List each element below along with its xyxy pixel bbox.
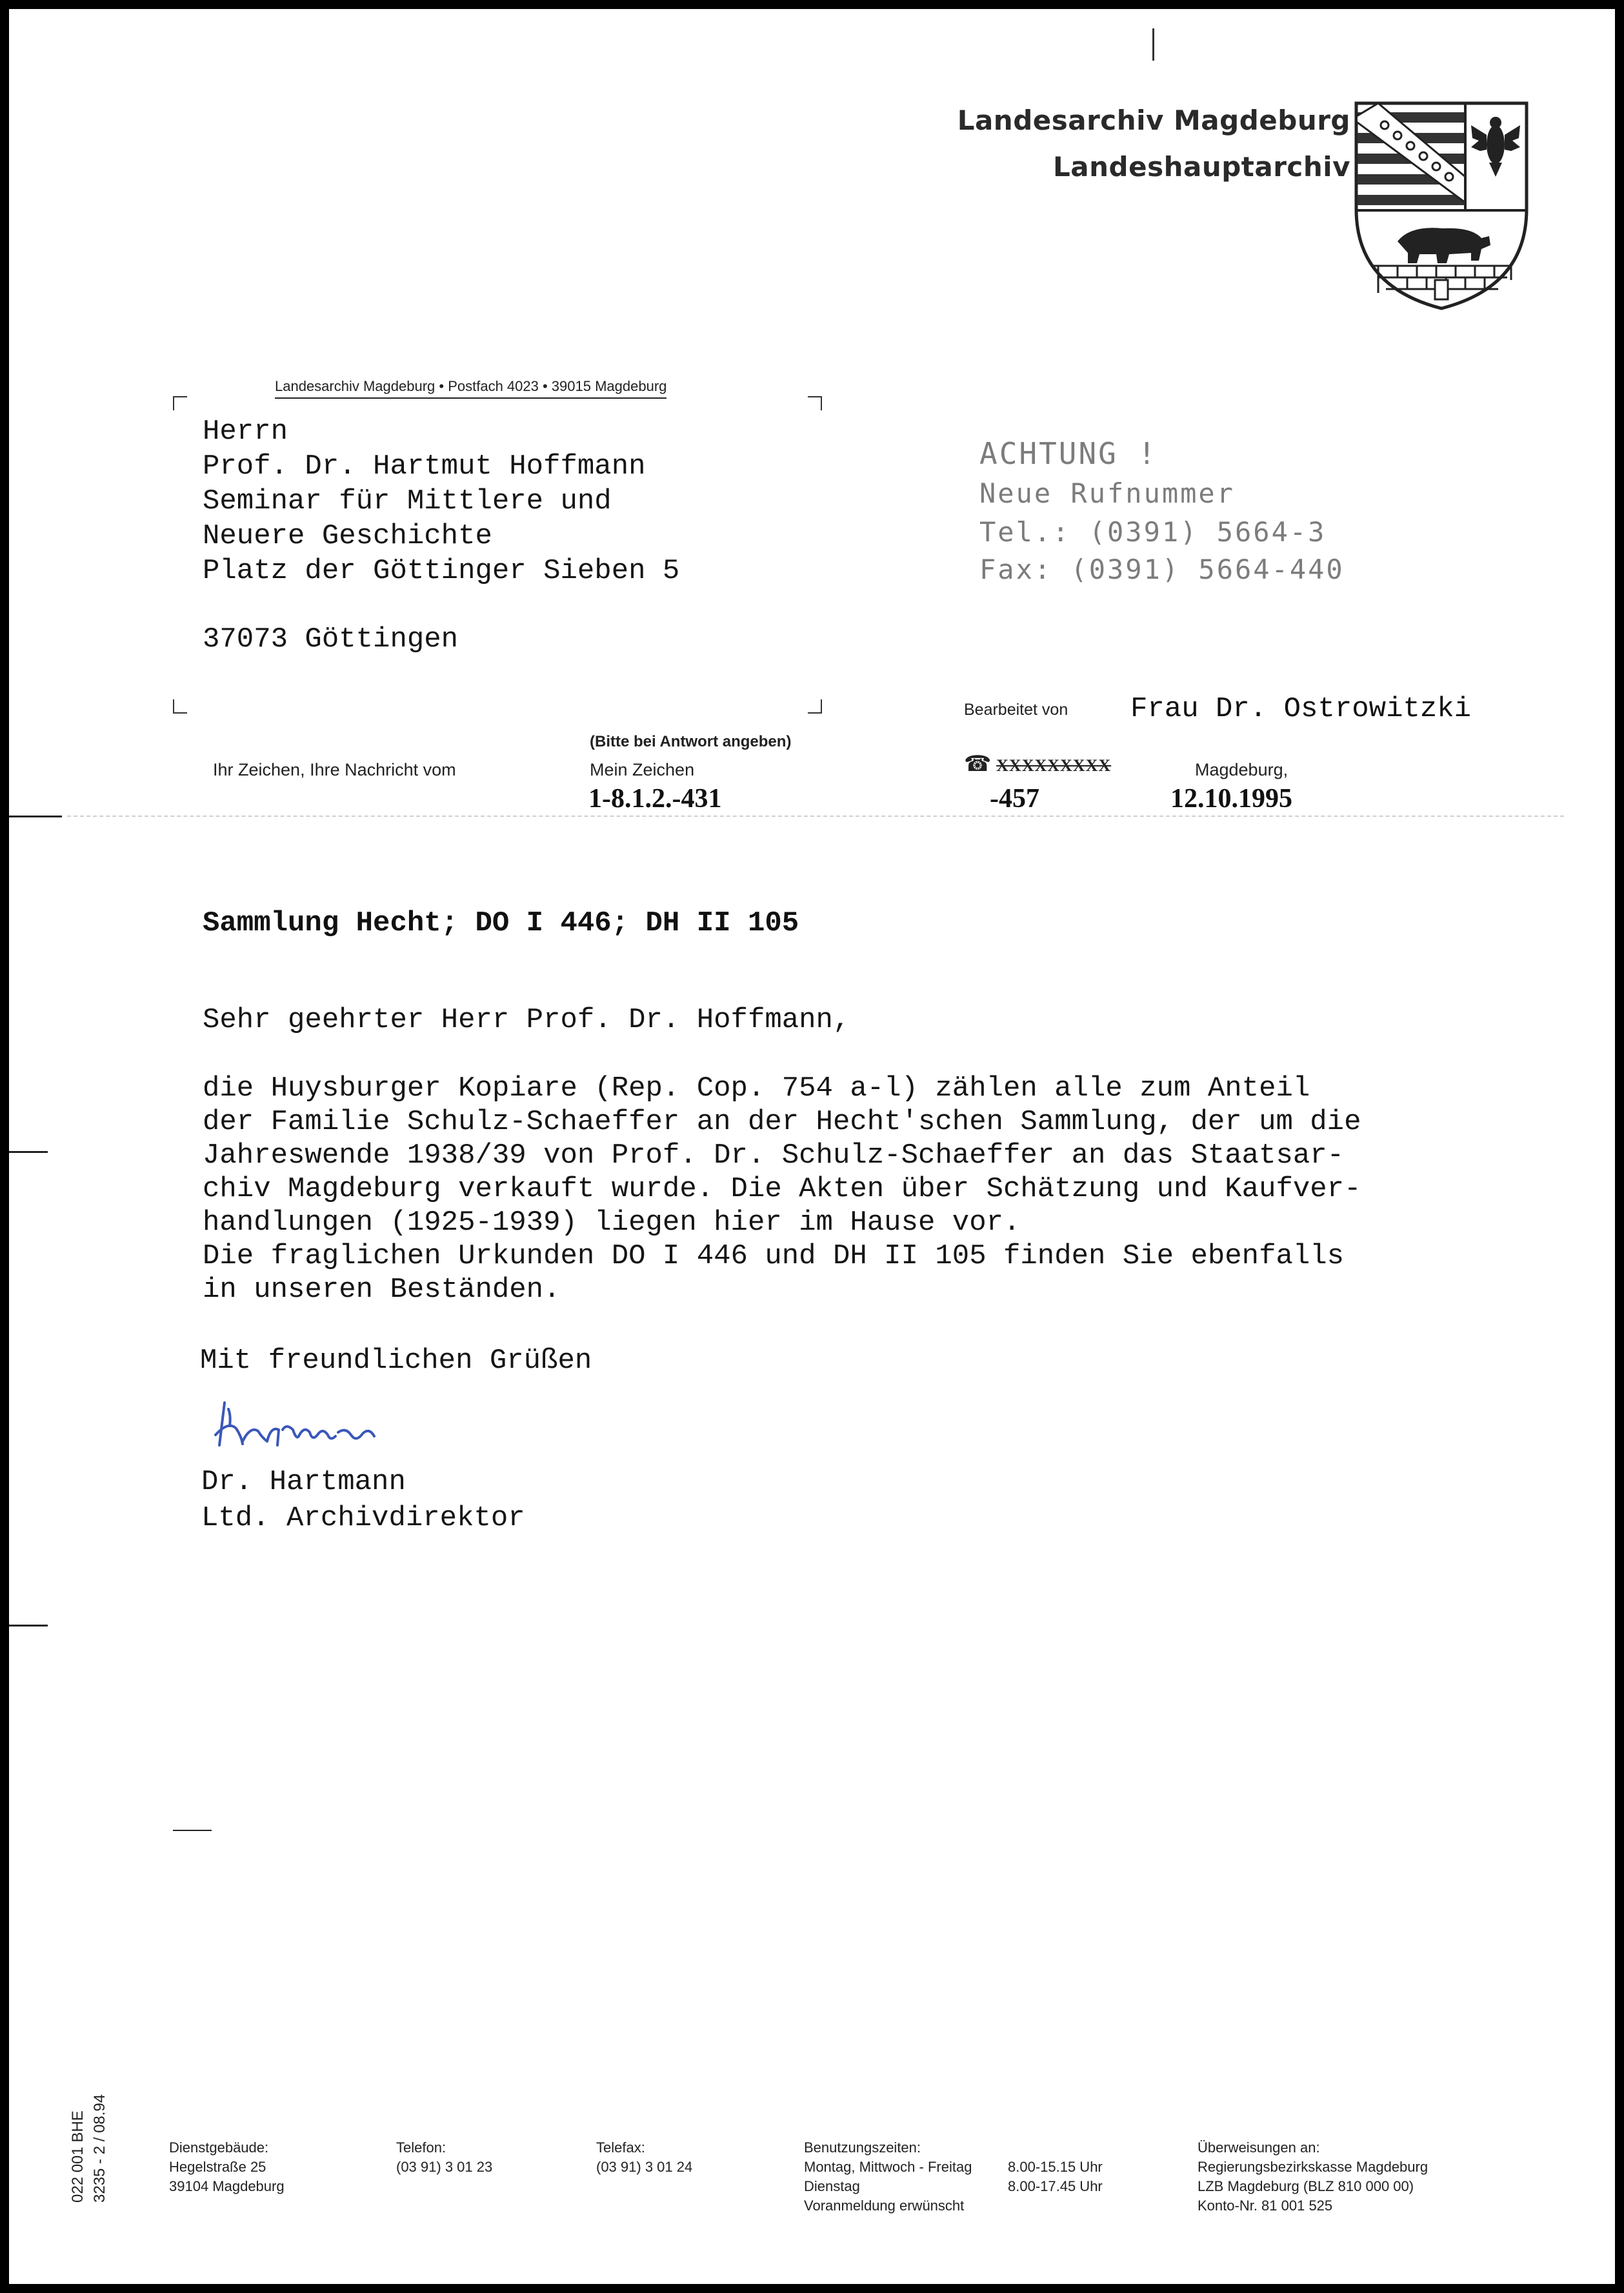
form-code-line: 3235 - 2 / 08.94	[91, 2094, 108, 2203]
body-line: Die fraglichen Urkunden DO I 446 und DH II 105 finden Sie ebenfalls	[203, 1240, 1345, 1272]
mark-left	[173, 1830, 212, 1831]
closing: Mit freundlichen Grüßen	[200, 1345, 592, 1377]
footer-hours-day: Montag, Mittwoch - Freitag	[804, 2159, 972, 2175]
old-phone-struck: XXXXXXXXX	[996, 756, 1112, 775]
footer-fax-number: (03 91) 3 01 24	[596, 2159, 693, 2175]
stamp-phone: Tel.: (0391) 5664-3	[979, 516, 1327, 548]
hole-mark-left	[9, 1151, 48, 1153]
salutation: Sehr geehrter Herr Prof. Dr. Hoffmann,	[203, 1004, 850, 1036]
signer-title: Ltd. Archivdirektor	[201, 1502, 525, 1534]
recipient-line: Herrn	[203, 416, 288, 448]
body-line: in unseren Beständen.	[203, 1274, 561, 1306]
footer-hours-label: Benutzungszeiten:	[804, 2139, 921, 2156]
letter-subject: Sammlung Hecht; DO I 446; DH II 105	[203, 907, 799, 939]
processed-by-label: Bearbeitet von	[964, 701, 1068, 719]
footer-address	[169, 2138, 285, 2196]
recipient-line: Neuere Geschichte	[203, 520, 492, 552]
window-corner-top-right	[808, 396, 822, 410]
saxony-anhalt-coat-of-arms-icon	[1352, 99, 1530, 312]
fold-mark-left	[9, 1625, 48, 1627]
recipient-line: Prof. Dr. Hartmut Hoffmann	[203, 450, 646, 483]
signer-name: Dr. Hartmann	[201, 1466, 406, 1498]
footer-fax-label: Telefax:	[596, 2139, 645, 2156]
footer-bank-line: Regierungsbezirkskasse Magdeburg	[1198, 2159, 1429, 2175]
footer-bank-line: LZB Magdeburg (BLZ 810 000 00)	[1198, 2178, 1414, 2194]
org-name: Landesarchiv Magdeburg	[957, 105, 1350, 136]
stamp-line: Neue Rufnummer	[979, 477, 1236, 509]
reply-note: (Bitte bei Antwort angeben)	[590, 733, 792, 750]
telephone-icon: ☎	[964, 752, 992, 776]
footer-hours-time: 8.00-17.45 Uhr	[1008, 2178, 1103, 2194]
body-line: die Huysburger Kopiare (Rep. Cop. 754 a-l) zählen alle zum Anteil	[203, 1072, 1310, 1105]
body-line: handlungen (1925-1939) liegen hier im Hause vor.	[203, 1207, 1021, 1239]
footer-phone	[396, 2138, 492, 2177]
recipient-city: 37073 Göttingen	[203, 623, 459, 656]
stamp-fax: Fax: (0391) 5664-440	[979, 554, 1345, 585]
form-code	[67, 2094, 111, 2203]
body-line: der Familie Schulz-Schaeffer an der Hecht'schen Sammlung, der um die	[203, 1106, 1361, 1138]
my-reference-value: 1-8.1.2.-431	[588, 784, 722, 814]
window-corner-bottom-right	[808, 699, 822, 714]
footer-phone-label: Telefon:	[396, 2139, 446, 2156]
footer-bank-line: Konto-Nr. 81 001 525	[1198, 2198, 1333, 2214]
footer-phone-number: (03 91) 3 01 23	[396, 2159, 493, 2175]
footer-fax	[596, 2138, 692, 2177]
footer-hours-time: 8.00-15.15 Uhr	[1008, 2159, 1103, 2175]
footer-address-street: Hegelstraße 25	[169, 2159, 266, 2175]
handwritten-signature	[203, 1390, 396, 1454]
my-reference-label: Mein Zeichen	[590, 760, 695, 779]
recipient-line: Seminar für Mittlere und	[203, 485, 612, 517]
fold-mark	[1152, 28, 1154, 61]
window-corner-bottom-left	[173, 699, 187, 714]
footer-hours	[804, 2138, 1103, 2216]
footer-hours-day: Dienstag	[804, 2178, 860, 2194]
stamp-heading: ACHTUNG !	[979, 436, 1158, 471]
scan-dashed-line	[67, 816, 1564, 817]
body-line: Jahreswende 1938/39 von Prof. Dr. Schulz-Schaeffer an das Staatsar-	[203, 1139, 1345, 1172]
footer-hours-note: Voranmeldung erwünscht	[804, 2198, 965, 2214]
sender-return-address: Landesarchiv Magdeburg • Postfach 4023 • 39015 Magdeburg	[275, 378, 667, 399]
your-reference-label: Ihr Zeichen, Ihre Nachricht vom	[213, 760, 456, 779]
fold-mark-left	[9, 816, 62, 817]
footer-bank-label: Überweisungen an:	[1198, 2139, 1320, 2156]
footer-bank	[1198, 2138, 1428, 2216]
recipient-line: Platz der Göttinger Sieben 5	[203, 555, 680, 587]
org-subname: Landeshauptarchiv	[1053, 151, 1350, 183]
letter-date: 12.10.1995	[1170, 784, 1292, 814]
footer-address-city: 39104 Magdeburg	[169, 2178, 285, 2194]
place-label: Magdeburg,	[1195, 760, 1288, 779]
processed-by-value: Frau Dr. Ostrowitzki	[1130, 693, 1472, 725]
letter-page	[9, 9, 1615, 2284]
window-corner-top-left	[173, 396, 187, 410]
phone-extension: -457	[990, 784, 1039, 814]
footer-address-label: Dienstgebäude:	[169, 2139, 269, 2156]
body-line: chiv Magdeburg verkauft wurde. Die Akten über Schätzung und Kaufver-	[203, 1173, 1361, 1205]
form-code-line: 022 001 BHE	[69, 2110, 86, 2203]
phone-ref	[964, 751, 1111, 777]
